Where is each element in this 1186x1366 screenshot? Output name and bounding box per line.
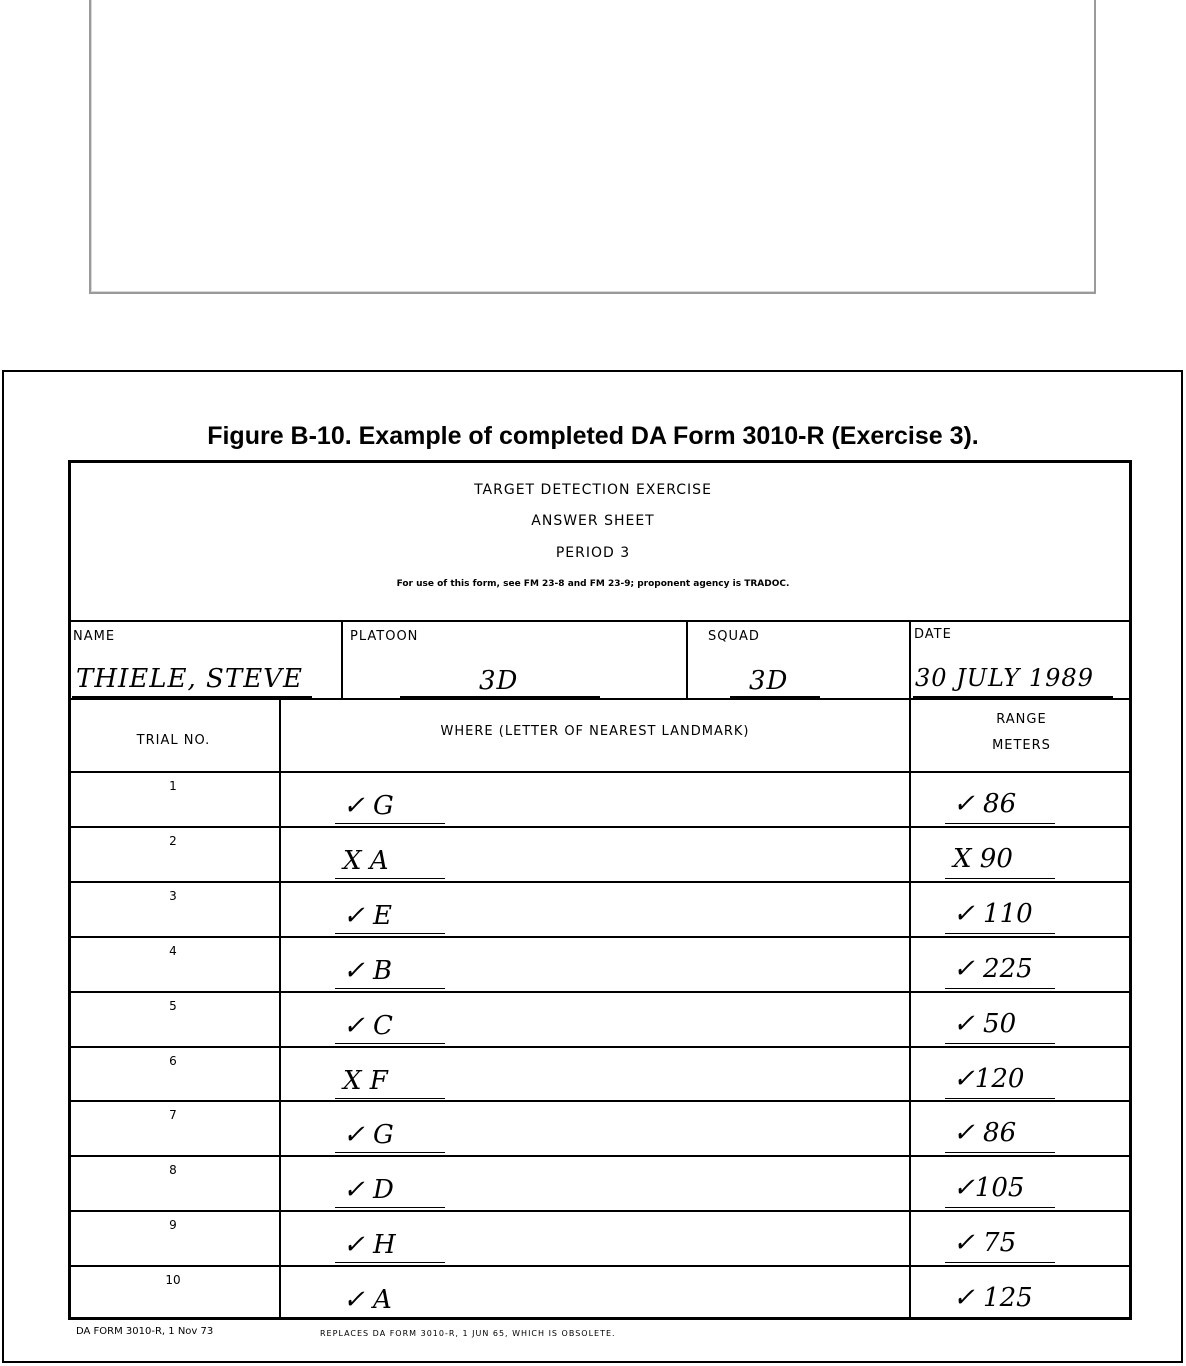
- range-answer: ✓120: [953, 1064, 1025, 1094]
- range-underline: [945, 1317, 1055, 1318]
- divider: [909, 620, 911, 698]
- range-answer: ✓ 50: [953, 1009, 1017, 1039]
- squad-value: 3D: [749, 666, 789, 696]
- range-answer: ✓ 125: [953, 1283, 1033, 1313]
- where-underline: [335, 1152, 445, 1153]
- range-underline: [945, 1043, 1055, 1044]
- divider: [68, 698, 1132, 700]
- where-underline: [335, 878, 445, 879]
- form-subtitle: ANSWER SHEET: [531, 513, 655, 529]
- where-underline: [335, 988, 445, 989]
- range-answer: ✓ 86: [953, 1118, 1017, 1148]
- trial-number: 2: [169, 834, 177, 848]
- where-underline: [335, 1098, 445, 1099]
- range-column-divider: [909, 698, 911, 1320]
- row-divider: [68, 936, 1132, 938]
- trial-number: 7: [169, 1108, 177, 1122]
- where-underline: [335, 1262, 445, 1263]
- trial-number: 3: [169, 889, 177, 903]
- range-underline: [945, 823, 1055, 824]
- trial-number: 9: [169, 1218, 177, 1232]
- range-underline: [945, 1098, 1055, 1099]
- trial-number: 1: [169, 779, 177, 793]
- form-period: PERIOD 3: [555, 545, 631, 561]
- form-id: DA FORM 3010-R, 1 Nov 73: [76, 1326, 214, 1337]
- where-underline: [335, 933, 445, 934]
- range-underline: [945, 1152, 1055, 1153]
- range-underline: [945, 1262, 1055, 1263]
- range-answer: ✓105: [953, 1173, 1025, 1203]
- trial-number: 5: [169, 999, 177, 1013]
- col-header-range-1: RANGE: [996, 712, 1047, 727]
- where-answer: ✓ D: [343, 1175, 394, 1205]
- row-divider: [68, 1046, 1132, 1048]
- range-underline: [945, 988, 1055, 989]
- form-replaces-note: REPLACES DA FORM 3010-R, 1 JUN 65, WHICH IS OBSOLETE.: [320, 1329, 616, 1338]
- row-divider: [68, 991, 1132, 993]
- where-answer: ✓ C: [343, 1011, 393, 1041]
- range-answer: ✓ 75: [953, 1228, 1017, 1258]
- figure-caption: Figure B-10. Example of completed DA Form 3010-R (Exercise 3).: [207, 422, 979, 450]
- platoon-value: 3D: [479, 666, 519, 696]
- date-label: DATE: [914, 627, 952, 642]
- divider: [68, 620, 1132, 622]
- trial-number: 6: [169, 1054, 177, 1068]
- divider: [686, 620, 688, 698]
- where-underline: [335, 823, 445, 824]
- squad-label: SQUAD: [708, 629, 760, 644]
- row-divider: [68, 881, 1132, 883]
- row-divider: [68, 1265, 1132, 1267]
- col-header-range-2: METERS: [992, 738, 1051, 753]
- row-divider: [68, 1155, 1132, 1157]
- where-answer: ✓ G: [343, 1120, 394, 1150]
- name-value: THIELE, STEVE: [76, 664, 303, 694]
- range-answer: ✓ 225: [953, 954, 1033, 984]
- row-divider: [68, 1210, 1132, 1212]
- range-answer: ✓ 86: [953, 789, 1017, 819]
- trial-number: 8: [169, 1163, 177, 1177]
- where-underline: [335, 1043, 445, 1044]
- col-header-trial: TRIAL NO.: [136, 733, 211, 748]
- trial-number: 4: [169, 944, 177, 958]
- where-underline: [335, 1317, 445, 1318]
- name-label: NAME: [73, 629, 116, 644]
- where-answer: X F: [343, 1066, 388, 1096]
- where-answer: X A: [343, 846, 389, 876]
- col-header-where: WHERE (LETTER OF NEAREST LANDMARK): [440, 724, 750, 739]
- where-answer: ✓ A: [343, 1285, 392, 1315]
- divider: [68, 771, 1132, 773]
- divider: [341, 620, 343, 698]
- trial-number: 10: [165, 1273, 181, 1287]
- where-answer: ✓ G: [343, 791, 394, 821]
- empty-panel: [89, 0, 1096, 294]
- form-title: TARGET DETECTION EXERCISE: [474, 482, 712, 498]
- range-underline: [945, 1207, 1055, 1208]
- where-answer: ✓ H: [343, 1230, 396, 1260]
- date-value: 30 JULY 1989: [915, 664, 1094, 692]
- form-usage-note: For use of this form, see FM 23-8 and FM 23-9; proponent agency is TRADOC.: [396, 579, 790, 589]
- where-answer: ✓ B: [343, 956, 393, 986]
- platoon-label: PLATOON: [350, 629, 419, 644]
- range-underline: [945, 933, 1055, 934]
- row-divider: [68, 1100, 1132, 1102]
- range-underline: [945, 878, 1055, 879]
- where-answer: ✓ E: [343, 901, 393, 931]
- range-answer: ✓ 110: [953, 899, 1033, 929]
- range-answer: X 90: [953, 844, 1013, 874]
- row-divider: [68, 826, 1132, 828]
- where-underline: [335, 1207, 445, 1208]
